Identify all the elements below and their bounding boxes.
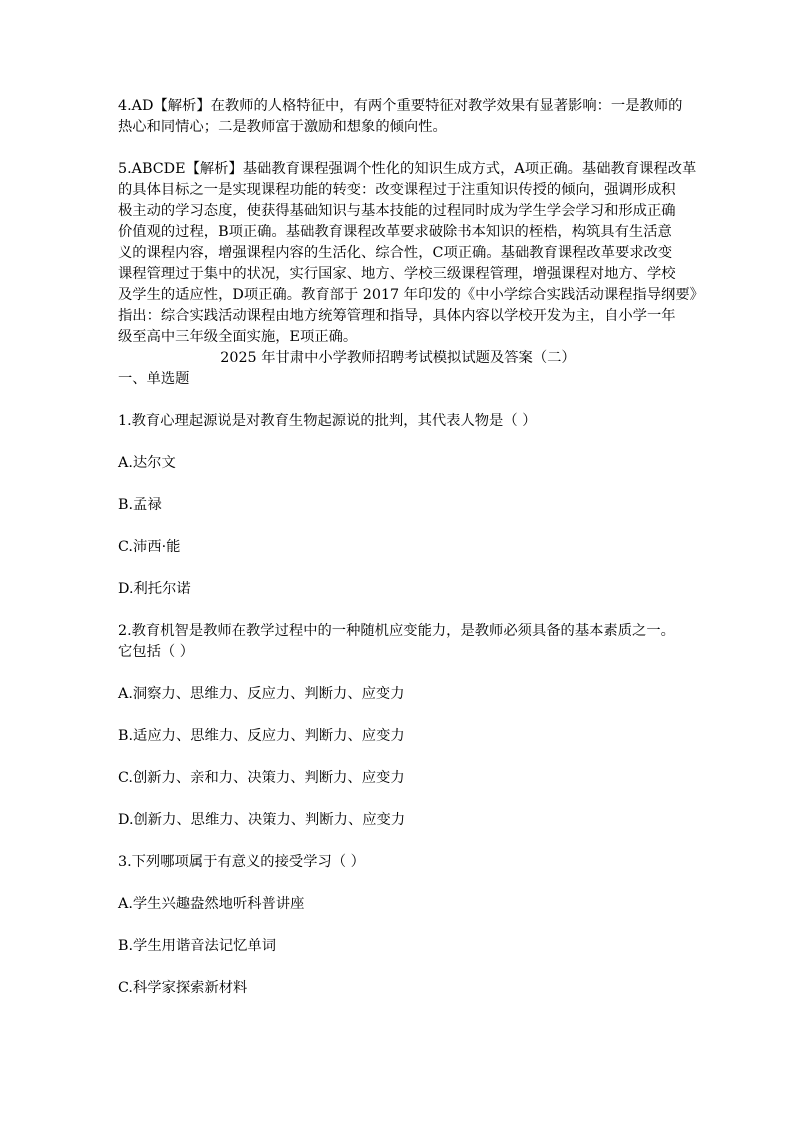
question-3 [118,852,688,999]
option: C.科学家探索新材料 [118,980,248,996]
question-stem: 2.教育机智是教师在教学过程中的一种随机应变能力，是教师必须具备的基本素质之一。 [118,623,675,639]
text-line: 及学生的适应性，D项正确。教育部于 2017 年印发的《中小学综合实践活动课程指导纲要》 [118,287,704,303]
text-line: 价值观的过程，B项正确。基础教育课程改革要求破除书本知识的桎梏，构筑具有生活意 [118,224,672,240]
question-stem: 3.下列哪项属于有意义的接受学习（ ） [118,854,365,870]
answer-q4 [118,96,688,138]
option: B.适应力、思维力、反应力、判断力、应变力 [118,728,405,744]
text-line: 课程管理过于集中的状况，实行国家、地方、学校三级课程管理，增强课程对地方、学校 [118,266,676,282]
question-stem: 1.教育心理起源说是对教育生物起源说的批判，其代表人物是（ ） [118,413,537,429]
text-line: 级至高中三年级全面实施，E项正确。 [118,329,358,345]
document-title: 2025 年甘肃中小学教师招聘考试模拟试题及答案（二） [220,350,576,366]
option: C.创新力、亲和力、决策力、判断力、应变力 [118,770,405,786]
option: A.达尔文 [118,455,176,471]
text-line: 义的课程内容，增强课程内容的生活化、综合性，C项正确。基础教育课程改革要求改变 [118,245,673,261]
option: D.创新力、思维力、决策力、判断力、应变力 [118,812,406,828]
section-heading: 一、单选题 [118,371,190,387]
text-line: 指出：综合实践活动课程由地方统筹管理和指导，具体内容以学校开发为主，自小学一年 [118,308,676,324]
text-line: 5.ABCDE【解析】基础教育课程强调个性化的知识生成方式，A项正确。基础教育课程改革 [118,161,697,177]
option: D.利托尔诺 [118,581,191,597]
option: C.沛西·能 [118,539,181,555]
option: B.学生用谐音法记忆单词 [118,938,277,954]
text-line: 的具体目标之一是实现课程功能的转变：改变课程过于注重知识传授的倾向，强调形成积 [118,182,676,198]
question-2 [118,621,688,852]
question-stem: 它包括（ ） [118,644,195,660]
option: A.洞察力、思维力、反应力、判断力、应变力 [118,686,405,702]
option: A.学生兴趣盎然地听科普讲座 [118,896,305,912]
question-1 [118,411,688,621]
answer-q5 [118,159,704,348]
text-line: 4.AD【解析】在教师的人格特征中，有两个重要特征对教学效果有显著影响：一是教师的 [118,98,683,114]
document-page [118,96,704,999]
text-line: 热心和同情心；二是教师富于激励和想象的倾向性。 [118,119,447,135]
option: B.孟禄 [118,497,162,513]
text-line: 极主动的学习态度，使获得基础知识与基本技能的过程同时成为学生学会学习和形成正确 [118,203,676,219]
